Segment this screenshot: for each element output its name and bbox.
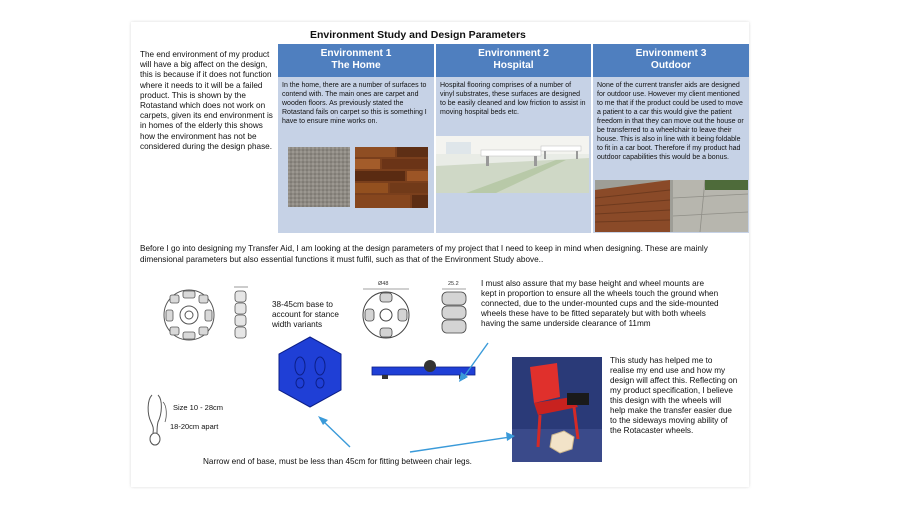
- environment-hospital-heading-line2: Hospital: [493, 60, 534, 71]
- wood-floor-photo: [355, 147, 428, 208]
- base-hexagon-drawing: [278, 336, 342, 408]
- environment-home-heading: [278, 44, 434, 77]
- intro-paragraph: The end environment of my product will have a big affect on the design, this is because if it does not function where it needs to it will be a failed product. This is shown by the Rotastand which does not work on carpets, given its end environment is in homes of the elderly this shows how the environment has not be considered during the design phase.: [140, 50, 273, 151]
- environment-home-heading-line2: The Home: [331, 60, 381, 71]
- carpet-photo: [288, 147, 350, 207]
- page-title: Environment Study and Design Parameters: [310, 29, 526, 41]
- foot-spacing-label: 18-20cm apart: [170, 422, 219, 431]
- wheel-clearance-note: I must also assure that my base height and wheel mounts are kept in proportion to ensure all the wheels touch the ground when connected, due to the under-mounted cups and the side-mounted wheels these have to be fitted separately but with both wheels having the same underside clearance of 11mm: [481, 279, 719, 328]
- wheel-technical-drawing: [162, 283, 257, 348]
- base-width-note: 38-45cm base to account for stance width variants: [272, 300, 339, 329]
- hospital-ward-photo: [436, 136, 589, 193]
- environment-home-text: In the home, there are a number of surfaces to contend with. The main ones are carpet and wooden floors. As previously stated the Rotastand fails on carpet so this is something I have to ensure mine works on.: [282, 82, 427, 125]
- narrow-end-arrows: [310, 410, 530, 460]
- environment-hospital-heading: [436, 44, 591, 77]
- reflection-paragraph: This study has helped me to realise my end use and how my design will affect this. Reflecting on my product specification, I believe this design with the wheels will help make the transfer easier due to the sideways moving ability of the Rotacaster wheels.: [610, 356, 738, 435]
- environment-home-heading-line1: Environment 1: [320, 48, 392, 59]
- environment-outdoor-heading-line1: Environment 3: [635, 48, 707, 59]
- arrow-to-side-view: [455, 340, 495, 385]
- environment-outdoor-heading: [593, 44, 749, 77]
- footprint-icon: [145, 392, 173, 447]
- narrow-end-note: Narrow end of base, must be less than 45cm for fitting between chair legs.: [203, 457, 472, 466]
- wheel-dimension-drawing: [360, 282, 472, 344]
- foot-size-label: Size 10 - 28cm: [173, 403, 224, 412]
- wheel-width-label: 25.2: [448, 281, 459, 287]
- environment-outdoor-heading-line2: Outdoor: [650, 60, 692, 71]
- design-parameters-paragraph: Before I go into designing my Transfer Aid, I am looking at the design parameters of my project that I need to keep in mind when designing. These are mainly dimensional parameters but also essential functions it must fulfil, such as that of the Environment Study above..: [140, 244, 708, 264]
- environment-hospital-heading-line1: Environment 2: [478, 48, 549, 59]
- outdoor-decking-photo: [595, 180, 748, 232]
- environment-outdoor-text: None of the current transfer aids are designed for outdoor use. However my client mentioned to me that if the product could be used to move a patient to a car this would give the patient freedom in that they can move out the house or be transferred to a wheelchair to leave their house. This is also in line with it being foldable to fit in a car boot. Therefore if my product had outdoor capabilities this would be a bonus.: [597, 82, 744, 161]
- wheel-diameter-label: Ø48: [378, 281, 389, 287]
- environment-hospital-text: Hospital flooring comprises of a number of vinyl substrates, these surfaces are designed to be easily cleaned and low friction to assist in moving hospital beds etc.: [440, 82, 586, 116]
